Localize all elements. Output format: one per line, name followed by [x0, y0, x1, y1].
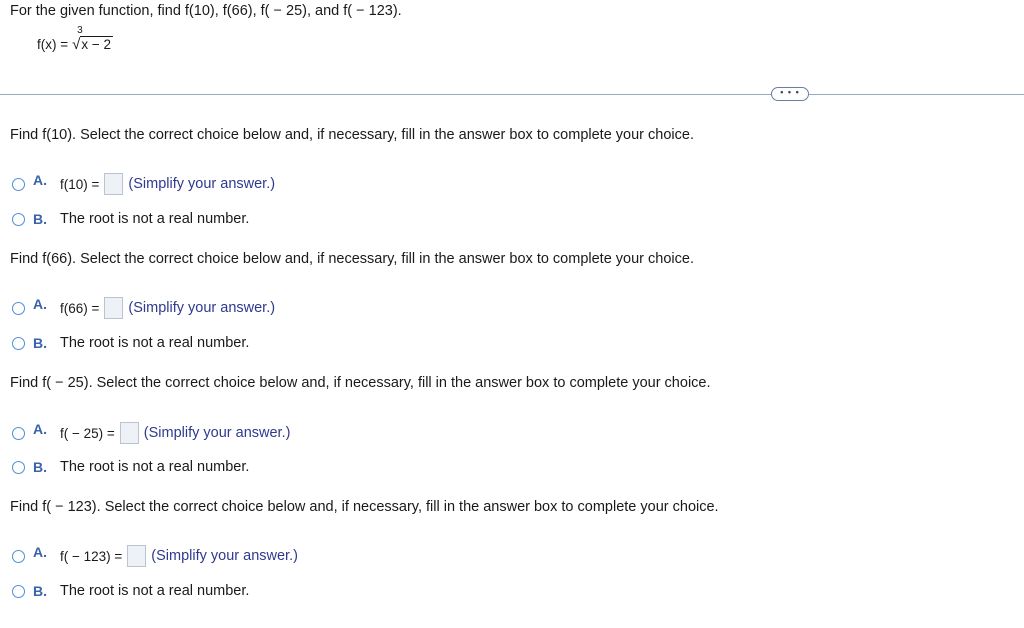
answer-input-box[interactable]: [104, 173, 123, 195]
radicand: x − 2: [81, 37, 112, 52]
question-instruction: Find f( − 25). Select the correct choice below and, if necessary, fill in the answer box to complete your choice.: [10, 375, 711, 391]
radio-button-a[interactable]: [12, 178, 25, 191]
simplify-hint: (Simplify your answer.): [151, 548, 298, 564]
radio-button-b[interactable]: [12, 461, 25, 474]
function-definition: [37, 25, 113, 53]
choice-letter-a: A.: [33, 172, 47, 188]
choice-a-expression: f( − 123) =: [60, 548, 123, 564]
answer-input-box[interactable]: [127, 545, 146, 567]
radio-button-a[interactable]: [12, 427, 25, 440]
simplify-hint: (Simplify your answer.): [128, 176, 276, 192]
ellipsis-icon: • • •: [780, 86, 800, 97]
choice-b[interactable]: [12, 207, 249, 231]
choice-a[interactable]: [12, 172, 275, 196]
choice-letter-a: A.: [33, 421, 47, 437]
more-options-button[interactable]: [771, 87, 809, 101]
choice-a-expression: f( − 25) =: [60, 425, 115, 441]
choice-b-text: The root is not a real number.: [60, 211, 250, 227]
choice-a[interactable]: [12, 544, 298, 568]
answer-input-box[interactable]: [104, 297, 123, 319]
function-lhs: f(x) =: [37, 37, 69, 52]
choice-letter-a: A.: [33, 296, 47, 312]
choice-letter-b: B.: [33, 583, 47, 599]
radio-button-a[interactable]: [12, 302, 25, 315]
section-divider: [0, 94, 1024, 95]
choice-b-text: The root is not a real number.: [60, 335, 250, 351]
radio-button-b[interactable]: [12, 213, 25, 226]
choice-letter-b: B.: [33, 459, 47, 475]
choice-a[interactable]: [12, 296, 275, 320]
choice-b[interactable]: [12, 331, 249, 355]
radio-button-b[interactable]: [12, 585, 25, 598]
problem-prompt: For the given function, find f(10), f(66), f( − 25), and f( − 123).: [10, 3, 402, 19]
choice-a-expression: f(10) =: [60, 176, 100, 192]
cube-root-expression: [72, 25, 113, 53]
question-instruction: Find f(66). Select the correct choice below and, if necessary, fill in the answer box to complete your choice.: [10, 251, 694, 267]
simplify-hint: (Simplify your answer.): [143, 425, 291, 441]
choice-b-text: The root is not a real number.: [60, 459, 250, 475]
question-instruction: Find f( − 123). Select the correct choice below and, if necessary, fill in the answer box to complete your choice.: [10, 499, 719, 515]
radio-button-a[interactable]: [12, 550, 25, 563]
choice-b-text: The root is not a real number.: [60, 583, 250, 599]
choice-letter-b: B.: [33, 211, 47, 227]
choice-a[interactable]: [12, 421, 290, 445]
radio-button-b[interactable]: [12, 337, 25, 350]
simplify-hint: (Simplify your answer.): [128, 300, 276, 316]
choice-b[interactable]: [12, 455, 249, 479]
question-instruction: Find f(10). Select the correct choice below and, if necessary, fill in the answer box to complete your choice.: [10, 127, 694, 143]
choice-letter-a: A.: [33, 544, 47, 560]
answer-input-box[interactable]: [120, 422, 139, 444]
choice-b[interactable]: [12, 579, 249, 603]
root-index: 3: [77, 25, 83, 36]
radical-sign: √: [72, 36, 81, 53]
choice-a-expression: f(66) =: [60, 300, 100, 316]
choice-letter-b: B.: [33, 335, 47, 351]
